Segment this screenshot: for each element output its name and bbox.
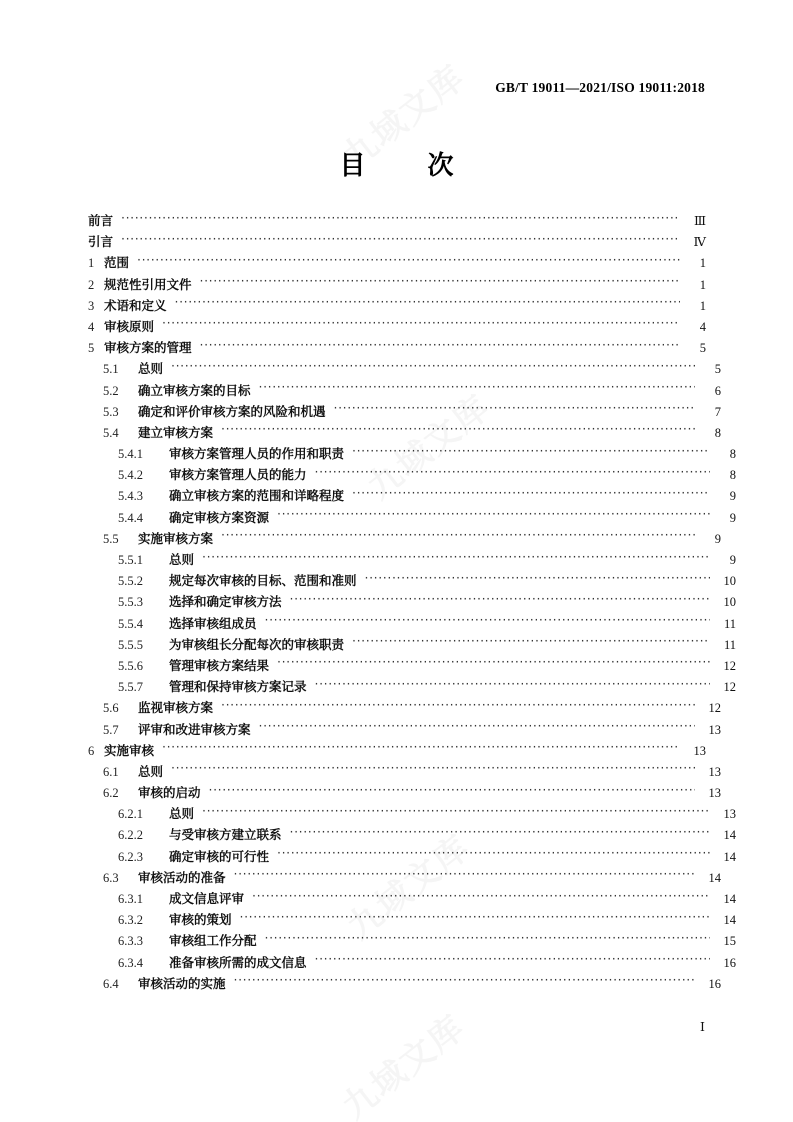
toc-leader-dots xyxy=(352,487,710,500)
toc-leader-dots xyxy=(162,318,680,331)
toc-entry-page: 13 xyxy=(723,807,736,822)
toc-entry-page: 14 xyxy=(723,828,736,843)
toc-entry-number: 6 xyxy=(88,743,95,758)
toc-entry[interactable] xyxy=(88,318,706,339)
running-header: GB/T 19011—2021/ISO 19011:2018 xyxy=(495,80,705,95)
toc-entry-page: 12 xyxy=(723,658,736,673)
toc-leader-dots xyxy=(334,403,695,416)
toc-leader-dots xyxy=(175,297,680,310)
toc-entry-page: 9 xyxy=(729,489,736,504)
toc-entry-label: 确立审核方案的目标 xyxy=(138,382,251,398)
toc-entry[interactable] xyxy=(88,424,721,445)
toc-entry-page: Ⅳ xyxy=(693,235,706,250)
toc-leader-dots xyxy=(234,975,695,988)
toc-entry-page: 5 xyxy=(699,341,706,356)
toc-entry[interactable] xyxy=(88,487,736,508)
toc-entry-number: 3 xyxy=(88,298,95,313)
toc-entry-page: 14 xyxy=(708,870,721,885)
toc-leader-dots xyxy=(277,509,710,522)
toc-entry-label: 审核原则 xyxy=(104,318,155,334)
toc-entry-label: 准备审核所需的成文信息 xyxy=(169,954,307,970)
toc-entry-page: 15 xyxy=(723,934,736,949)
toc-entry-number: 5.5 xyxy=(103,531,119,546)
toc-entry-page: 7 xyxy=(714,404,721,419)
toc-entry[interactable] xyxy=(88,699,721,720)
toc-entry[interactable] xyxy=(88,445,736,466)
toc-entry-label: 确定审核方案资源 xyxy=(169,509,270,525)
toc-entry-page: 12 xyxy=(708,701,721,716)
toc-entry[interactable] xyxy=(88,530,721,551)
toc-entry-label: 管理和保持审核方案记录 xyxy=(169,679,307,695)
toc-leader-dots xyxy=(209,784,695,797)
toc-entry-page: 12 xyxy=(723,680,736,695)
toc-entry-page: 1 xyxy=(699,277,706,292)
toc-entry-label: 审核方案管理人员的作用和职责 xyxy=(169,446,345,462)
toc-entry-label: 确定和评价审核方案的风险和机遇 xyxy=(138,403,326,419)
toc-entry-number: 5.5.7 xyxy=(118,680,143,695)
toc-entry-number: 5.4.4 xyxy=(118,510,143,525)
toc-leader-dots xyxy=(121,212,680,225)
toc-entry[interactable] xyxy=(88,276,706,297)
toc-entry-label: 选择和确定审核方法 xyxy=(169,594,282,610)
toc-leader-dots xyxy=(315,954,710,967)
toc-leader-dots xyxy=(315,678,710,691)
toc-entry-label: 评审和改进审核方案 xyxy=(138,721,251,737)
toc-leader-dots xyxy=(290,826,710,839)
toc-entry[interactable] xyxy=(88,721,721,742)
toc-entry-label: 审核方案的管理 xyxy=(104,340,192,356)
toc-entry-number: 5.7 xyxy=(103,722,119,737)
toc-entry-number: 6.3.1 xyxy=(118,892,143,906)
toc-leader-dots xyxy=(234,869,695,882)
toc-entry[interactable] xyxy=(88,466,736,487)
toc-entry-label: 审核的策划 xyxy=(169,912,232,928)
toc-leader-dots xyxy=(265,932,710,945)
toc-entry-page: 8 xyxy=(714,425,721,440)
toc-entry-label: 选择审核组成员 xyxy=(169,615,257,631)
watermark-text xyxy=(330,1001,474,1122)
toc-entry-number: 6.3.4 xyxy=(118,955,143,970)
toc-entry-page: 14 xyxy=(723,892,736,906)
toc-entry-number: 6.2.3 xyxy=(118,849,143,864)
toc-entry-number: 6.3 xyxy=(103,870,119,885)
toc-entry-label: 监视审核方案 xyxy=(138,700,214,716)
toc-entry-label: 审核方案管理人员的能力 xyxy=(169,467,307,483)
toc-leader-dots xyxy=(315,466,710,479)
toc-entry-number: 4 xyxy=(88,319,95,334)
toc-entry[interactable] xyxy=(88,403,721,424)
toc-entry[interactable] xyxy=(88,954,736,975)
toc-entry-label: 前言 xyxy=(88,213,114,228)
toc-entry-label: 引言 xyxy=(88,234,114,250)
toc-entry-number: 5 xyxy=(88,341,95,356)
toc-entry-number: 5.5.1 xyxy=(118,553,143,567)
toc-leader-dots xyxy=(252,890,710,903)
toc-entry-label: 审核的启动 xyxy=(138,785,201,801)
toc-entry[interactable] xyxy=(88,254,706,275)
toc-entry[interactable] xyxy=(88,932,736,953)
toc-entry-page: 9 xyxy=(729,510,736,525)
toc-entry[interactable] xyxy=(88,657,736,678)
toc-entry-page: 4 xyxy=(699,319,706,334)
toc-entry[interactable] xyxy=(88,742,706,763)
toc-entry-number: 1 xyxy=(88,256,95,271)
toc-entry[interactable] xyxy=(88,615,736,636)
toc-entry-number: 5.5.3 xyxy=(118,595,143,610)
toc-entry-page: 5 xyxy=(714,362,721,377)
toc-entry-page: 14 xyxy=(723,913,736,928)
toc-entry-page: 8 xyxy=(729,468,736,483)
toc-entry-number: 6.3.2 xyxy=(118,913,143,928)
toc-entry-number: 5.4.2 xyxy=(118,468,143,483)
toc-entry-page: Ⅲ xyxy=(693,214,706,228)
toc-entry-page: 10 xyxy=(723,595,736,610)
toc-entry-page: 14 xyxy=(723,849,736,864)
toc-entry-number: 2 xyxy=(88,277,95,292)
toc-entry-page: 13 xyxy=(708,786,721,801)
toc-entry-page: 13 xyxy=(708,764,721,779)
toc-entry[interactable] xyxy=(88,636,736,657)
toc-entry[interactable] xyxy=(88,233,706,254)
toc-leader-dots xyxy=(171,763,695,776)
toc-entry-page: 10 xyxy=(723,574,736,589)
toc-entry-page: 13 xyxy=(708,722,721,737)
toc-entry-label: 总则 xyxy=(138,361,164,377)
toc-entry[interactable] xyxy=(88,212,706,233)
toc-entry-number: 6.3.3 xyxy=(118,934,143,949)
toc-leader-dots xyxy=(221,699,695,712)
toc-entry[interactable] xyxy=(88,509,736,530)
toc-leader-dots xyxy=(202,551,710,564)
toc-entry-page: 11 xyxy=(723,637,736,652)
toc-leader-dots xyxy=(365,572,710,585)
toc-leader-dots xyxy=(265,615,710,628)
toc-entry-number: 6.2 xyxy=(103,786,119,801)
toc-entry[interactable] xyxy=(88,572,736,593)
toc-entry-label: 审核活动的准备 xyxy=(138,869,226,885)
toc-leader-dots xyxy=(200,276,680,289)
toc-entry-page: 1 xyxy=(699,298,706,313)
toc-entry-number: 6.2.1 xyxy=(118,807,143,822)
toc-entry-label: 总则 xyxy=(138,763,164,779)
toc-entry-label: 成文信息评审 xyxy=(169,891,245,906)
toc-entry-number: 6.1 xyxy=(103,764,119,779)
toc-entry-page: 6 xyxy=(714,383,721,398)
toc-entry-label: 术语和定义 xyxy=(104,297,167,313)
toc-entry[interactable] xyxy=(88,890,736,911)
toc-leader-dots xyxy=(221,530,695,543)
toc-entry-label: 确定审核的可行性 xyxy=(169,848,270,864)
toc-entry-number: 5.5.6 xyxy=(118,658,143,673)
toc-entry-page: 1 xyxy=(699,256,706,271)
toc-entry-label: 管理审核方案结果 xyxy=(169,657,270,673)
toc-leader-dots xyxy=(277,657,710,670)
toc-entry[interactable] xyxy=(88,360,721,381)
toc-leader-dots xyxy=(221,424,695,437)
toc-entry-label: 实施审核 xyxy=(104,742,155,758)
toc-entry-page: 11 xyxy=(723,616,736,631)
toc-entry[interactable] xyxy=(88,593,736,614)
toc-entry-page: 16 xyxy=(723,955,736,970)
toc-leader-dots xyxy=(162,742,680,755)
toc-entry[interactable] xyxy=(88,911,736,932)
toc-entry-page: 9 xyxy=(714,531,721,546)
toc-entry[interactable] xyxy=(88,869,721,890)
toc-entry-number: 5.4.1 xyxy=(118,447,143,462)
toc-entry-label: 建立审核方案 xyxy=(138,424,214,440)
toc-entry-number: 5.5.4 xyxy=(118,616,143,631)
toc-leader-dots xyxy=(352,445,710,458)
toc-entry-label: 与受审核方建立联系 xyxy=(169,827,282,843)
toc-entry[interactable] xyxy=(88,848,736,869)
toc-entry[interactable] xyxy=(88,339,706,360)
toc-entry-number: 5.4.3 xyxy=(118,489,143,504)
toc-entry[interactable] xyxy=(88,975,721,996)
toc-leader-dots xyxy=(259,721,695,734)
toc-leader-dots xyxy=(277,848,710,861)
toc-entry[interactable] xyxy=(88,297,706,318)
toc-entry-number: 5.6 xyxy=(103,701,119,716)
toc-entry-label: 范围 xyxy=(104,255,130,271)
toc-entry[interactable] xyxy=(88,805,736,826)
toc-entry-label: 规范性引用文件 xyxy=(104,276,192,292)
toc-entry-number: 5.5.2 xyxy=(118,574,143,589)
toc-leader-dots xyxy=(352,636,710,649)
toc-entry[interactable] xyxy=(88,763,721,784)
table-of-contents xyxy=(88,212,736,996)
toc-leader-dots xyxy=(121,233,680,246)
toc-entry-label: 为审核组长分配每次的审核职责 xyxy=(169,636,345,652)
toc-entry-label: 规定每次审核的目标、范围和准则 xyxy=(169,573,357,589)
page-folio: Ⅰ xyxy=(700,1020,705,1034)
toc-entry-number: 5.2 xyxy=(103,383,119,398)
toc-leader-dots xyxy=(259,382,695,395)
toc-entry-label: 总则 xyxy=(169,806,195,822)
page-title: 目 次 xyxy=(339,151,472,181)
toc-entry[interactable] xyxy=(88,678,736,699)
toc-entry-number: 6.4 xyxy=(103,976,119,991)
toc-leader-dots xyxy=(240,911,710,924)
toc-entry[interactable] xyxy=(88,382,721,403)
toc-entry[interactable] xyxy=(88,551,736,572)
toc-entry-label: 实施审核方案 xyxy=(138,530,214,546)
toc-entry-number: 5.5.5 xyxy=(118,637,143,652)
toc-entry-page: 8 xyxy=(729,447,736,462)
toc-entry-number: 5.4 xyxy=(103,425,119,440)
toc-leader-dots xyxy=(290,593,710,606)
toc-entry-number: 6.2.2 xyxy=(118,828,143,843)
toc-leader-dots xyxy=(202,805,710,818)
toc-leader-dots xyxy=(200,339,680,352)
toc-entry-number: 5.1 xyxy=(103,362,119,377)
toc-entry-label: 审核活动的实施 xyxy=(138,975,226,991)
toc-leader-dots xyxy=(137,254,680,267)
toc-entry[interactable] xyxy=(88,826,736,847)
toc-leader-dots xyxy=(171,360,695,373)
toc-entry-page: 16 xyxy=(708,976,721,991)
toc-entry-label: 审核组工作分配 xyxy=(169,933,257,949)
toc-entry[interactable] xyxy=(88,784,721,805)
toc-entry-page: 13 xyxy=(693,743,706,758)
toc-entry-label: 总则 xyxy=(169,552,195,567)
toc-entry-number: 5.3 xyxy=(103,404,119,419)
toc-entry-page: 9 xyxy=(729,553,736,567)
toc-entry-label: 确立审核方案的范围和详略程度 xyxy=(169,488,345,504)
